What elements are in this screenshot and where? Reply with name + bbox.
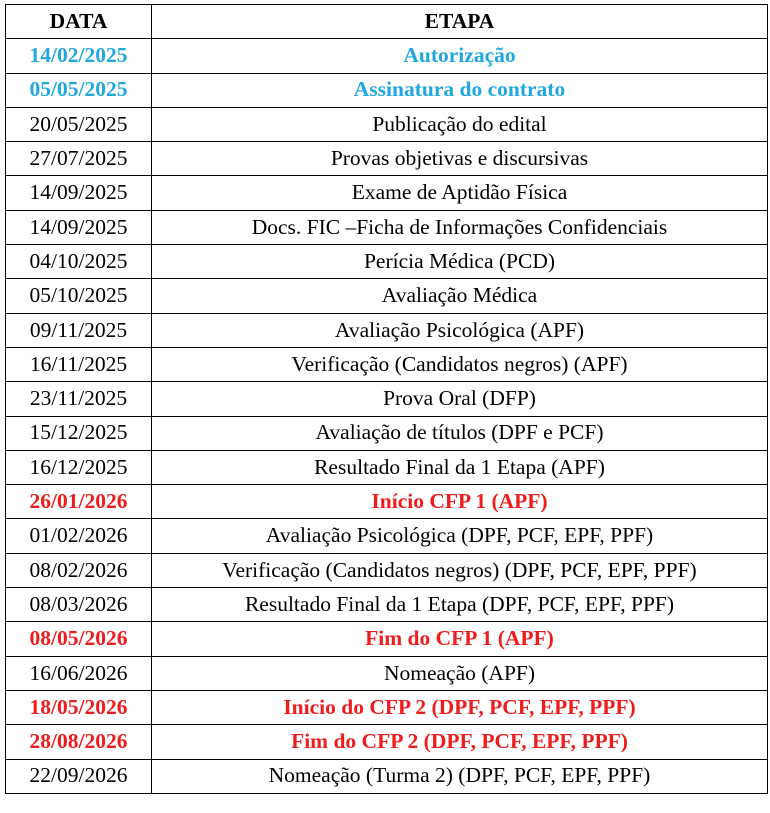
table-header <box>6 5 768 39</box>
row-stage: Provas objetivas e discursivas <box>152 142 768 176</box>
table-row <box>6 759 768 793</box>
table-row <box>6 450 768 484</box>
header-row <box>6 5 768 39</box>
table-row <box>6 39 768 73</box>
row-date: 22/09/2026 <box>6 759 152 793</box>
row-date: 08/05/2026 <box>6 622 152 656</box>
row-stage: Avaliação Psicológica (APF) <box>152 313 768 347</box>
row-date: 28/08/2026 <box>6 725 152 759</box>
table-row <box>6 347 768 381</box>
row-date: 16/11/2025 <box>6 347 152 381</box>
row-stage: Fim do CFP 2 (DPF, PCF, EPF, PPF) <box>152 725 768 759</box>
row-stage: Início CFP 1 (APF) <box>152 485 768 519</box>
row-stage: Docs. FIC –Ficha de Informações Confidenciais <box>152 210 768 244</box>
table-row <box>6 553 768 587</box>
row-date: 14/09/2025 <box>6 210 152 244</box>
table-row <box>6 382 768 416</box>
row-date: 04/10/2025 <box>6 245 152 279</box>
row-date: 14/02/2025 <box>6 39 152 73</box>
table-body <box>6 39 768 794</box>
row-date: 27/07/2025 <box>6 142 152 176</box>
header-date: DATA <box>6 5 152 39</box>
row-date: 05/10/2025 <box>6 279 152 313</box>
row-stage: Autorização <box>152 39 768 73</box>
row-date: 26/01/2026 <box>6 485 152 519</box>
row-date: 14/09/2025 <box>6 176 152 210</box>
table-row <box>6 690 768 724</box>
row-date: 05/05/2025 <box>6 73 152 107</box>
table-row <box>6 485 768 519</box>
row-stage: Verificação (Candidatos negros) (DPF, PCF, EPF, PPF) <box>152 553 768 587</box>
table-row <box>6 176 768 210</box>
row-date: 08/03/2026 <box>6 588 152 622</box>
row-stage: Resultado Final da 1 Etapa (APF) <box>152 450 768 484</box>
row-stage: Prova Oral (DFP) <box>152 382 768 416</box>
row-stage: Avaliação Psicológica (DPF, PCF, EPF, PPF) <box>152 519 768 553</box>
row-stage: Resultado Final da 1 Etapa (DPF, PCF, EPF, PPF) <box>152 588 768 622</box>
row-stage: Perícia Médica (PCD) <box>152 245 768 279</box>
row-date: 23/11/2025 <box>6 382 152 416</box>
row-stage: Exame de Aptidão Física <box>152 176 768 210</box>
row-date: 15/12/2025 <box>6 416 152 450</box>
row-date: 01/02/2026 <box>6 519 152 553</box>
table-row <box>6 210 768 244</box>
table-row <box>6 313 768 347</box>
row-stage: Verificação (Candidatos negros) (APF) <box>152 347 768 381</box>
table-row <box>6 142 768 176</box>
row-stage: Fim do CFP 1 (APF) <box>152 622 768 656</box>
row-stage: Avaliação Médica <box>152 279 768 313</box>
row-date: 18/05/2026 <box>6 690 152 724</box>
row-date: 20/05/2025 <box>6 107 152 141</box>
table-row <box>6 622 768 656</box>
table-row <box>6 519 768 553</box>
table-row <box>6 725 768 759</box>
table-row <box>6 279 768 313</box>
header-stage: ETAPA <box>152 5 768 39</box>
schedule-table <box>5 4 768 794</box>
table-row <box>6 656 768 690</box>
table-row <box>6 588 768 622</box>
row-stage: Nomeação (Turma 2) (DPF, PCF, EPF, PPF) <box>152 759 768 793</box>
row-stage: Assinatura do contrato <box>152 73 768 107</box>
table-row <box>6 73 768 107</box>
row-stage: Nomeação (APF) <box>152 656 768 690</box>
row-stage: Início do CFP 2 (DPF, PCF, EPF, PPF) <box>152 690 768 724</box>
table-row <box>6 416 768 450</box>
row-date: 16/12/2025 <box>6 450 152 484</box>
table-row <box>6 107 768 141</box>
row-date: 08/02/2026 <box>6 553 152 587</box>
row-date: 16/06/2026 <box>6 656 152 690</box>
row-date: 09/11/2025 <box>6 313 152 347</box>
row-stage: Avaliação de títulos (DPF e PCF) <box>152 416 768 450</box>
table-row <box>6 245 768 279</box>
row-stage: Publicação do edital <box>152 107 768 141</box>
